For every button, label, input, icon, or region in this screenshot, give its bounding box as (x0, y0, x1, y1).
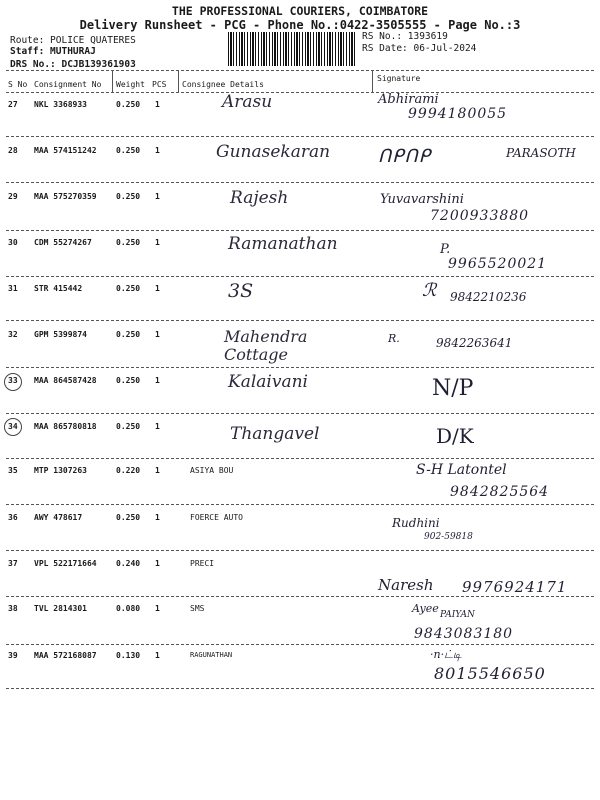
col-divider (372, 70, 373, 92)
signature-name: PAIYAN (440, 610, 475, 620)
row-sno: 31 (8, 284, 18, 293)
col-divider (112, 70, 113, 92)
row-weight: 0.250 (116, 100, 141, 109)
row-pcs: 1 (155, 604, 160, 613)
signature-phone: 9965520021 (448, 256, 548, 272)
row-sno: 35 (8, 466, 18, 475)
column-header-weight: Weight (116, 80, 145, 89)
column-header-pcs: PCS (152, 80, 167, 89)
company-title: THE PROFESSIONAL COURIERS, COIMBATORE (171, 4, 429, 18)
row-pcs: 1 (155, 651, 160, 660)
row-divider (6, 276, 594, 277)
drs-number: DRS No.: DCJB139361903 (10, 59, 136, 70)
signature-name: D/K (436, 424, 474, 448)
signature-scribble: Ayee (412, 602, 439, 615)
signature-phone: 9842825564 (450, 484, 550, 500)
row-pcs: 1 (155, 466, 160, 475)
column-header-consignment: Consignment No (34, 80, 102, 89)
row-pcs: 1 (155, 284, 160, 293)
row-sno: 33 (8, 376, 18, 385)
column-header-consignee: Consignee Details (182, 80, 264, 89)
signature-name: Yuvavarshini (380, 192, 464, 207)
header-bottom-divider (6, 92, 594, 93)
row-divider (6, 688, 594, 689)
row-pcs: 1 (155, 422, 160, 431)
row-divider (6, 504, 594, 505)
row-consignment: VPL 522171664 (34, 559, 97, 568)
row-consignment: GPM 5399874 (34, 330, 87, 339)
row-pcs: 1 (155, 513, 160, 522)
row-weight: 0.250 (116, 330, 141, 339)
row-sno: 30 (8, 238, 18, 247)
row-sno: 34 (8, 422, 18, 431)
signature-phone: 9843083180 (414, 626, 514, 642)
staff-label: Staff: MUTHURAJ (10, 46, 96, 57)
row-sno: 37 (8, 559, 18, 568)
row-consignment: MAA 865780818 (34, 422, 97, 431)
row-divider (6, 136, 594, 137)
signature-name: Abhirami (378, 92, 439, 107)
signature-scribble: ℛ (422, 280, 437, 301)
signature-phone: 7200933880 (430, 208, 530, 224)
row-pcs: 1 (155, 146, 160, 155)
row-weight: 0.240 (116, 559, 141, 568)
row-weight: 0.250 (116, 513, 141, 522)
row-pcs: 1 (155, 376, 160, 385)
runsheet-title: Delivery Runsheet - PCG - Phone No.:0422-3505555 - Page No.:3 (79, 18, 521, 32)
signature-name: Naresh (378, 576, 434, 594)
row-divider (6, 550, 594, 551)
row-consignment: MAA 574151242 (34, 146, 97, 155)
row-divider (6, 320, 594, 321)
handwritten-consignee: 3S (228, 280, 254, 302)
row-divider (6, 596, 594, 597)
row-weight: 0.250 (116, 284, 141, 293)
row-consignment: NKL 3368933 (34, 100, 87, 109)
row-sno: 28 (8, 146, 18, 155)
signature-phone: 9976924171 (462, 578, 568, 596)
row-sno: 36 (8, 513, 18, 522)
signature-name: PARASOTH (506, 146, 576, 160)
row-divider (6, 413, 594, 414)
row-weight: 0.250 (116, 422, 141, 431)
signature-name: R. (388, 332, 400, 345)
row-pcs: 1 (155, 238, 160, 247)
row-sno: 39 (8, 651, 18, 660)
row-sno: 38 (8, 604, 18, 613)
signature-name: N/P (432, 376, 474, 401)
signature-scribble: ·n·ட்டி (430, 648, 462, 661)
row-divider (6, 458, 594, 459)
signature-name: P. (440, 242, 451, 257)
signature-scribble: ᑎᑭᑎᑭ (378, 146, 431, 167)
handwritten-consignee: Arasu (222, 92, 273, 112)
row-consignment: AWY 478617 (34, 513, 83, 522)
consignee-name: PRECI (190, 559, 215, 568)
handwritten-consignee: Mahendra Cottage (224, 327, 308, 364)
row-weight: 0.220 (116, 466, 141, 475)
row-weight: 0.250 (116, 146, 141, 155)
column-header-sno: S No (8, 80, 28, 89)
rs-number: RS No.: 1393619 (362, 31, 448, 42)
row-consignment: TVL 2814301 (34, 604, 87, 613)
row-consignment: MTP 1307263 (34, 466, 87, 475)
signature-phone: 9842210236 (450, 290, 527, 304)
row-consignment: MAA 575270359 (34, 192, 97, 201)
row-weight: 0.250 (116, 238, 141, 247)
row-pcs: 1 (155, 559, 160, 568)
handwritten-consignee: Kalaivani (228, 372, 308, 392)
consignee-name: ASIYA BOU (190, 466, 234, 475)
row-consignment: CDM 55274267 (34, 238, 92, 247)
row-consignment: MAA 864587428 (34, 376, 97, 385)
handwritten-consignee: Ramanathan (228, 234, 338, 254)
signature-phone: 8015546650 (434, 664, 546, 683)
row-sno: 27 (8, 100, 18, 109)
row-weight: 0.250 (116, 192, 141, 201)
signature-scribble: S-H Latontel (416, 462, 507, 478)
row-pcs: 1 (155, 100, 160, 109)
row-sno: 29 (8, 192, 18, 201)
signature-scribble: Rudhini (392, 516, 440, 530)
row-divider (6, 182, 594, 183)
signature-scribble: 902-59818 (424, 532, 473, 542)
row-consignment: MAA 572168087 (34, 651, 97, 660)
col-divider (178, 70, 179, 92)
header-top-divider (6, 70, 594, 71)
route-label: Route: POLICE QUATERES (10, 35, 136, 46)
column-header-signature: Signature (377, 74, 421, 83)
signature-phone: 9994180055 (408, 106, 508, 122)
consignee-name: FOERCE AUTO (190, 513, 243, 522)
row-pcs: 1 (155, 330, 160, 339)
row-weight: 0.080 (116, 604, 141, 613)
row-divider (6, 644, 594, 645)
consignee-name: SMS (190, 604, 205, 613)
consignee-name: RAGUNATHAN (190, 651, 233, 659)
barcode-image (228, 32, 356, 66)
row-divider (6, 230, 594, 231)
row-consignment: STR 415442 (34, 284, 83, 293)
signature-phone: 9842263641 (436, 336, 513, 350)
row-weight: 0.130 (116, 651, 141, 660)
row-weight: 0.250 (116, 376, 141, 385)
row-divider (6, 367, 594, 368)
handwritten-consignee: Gunasekaran (216, 142, 331, 162)
handwritten-consignee: Thangavel (230, 424, 320, 444)
rs-date: RS Date: 06-Jul-2024 (362, 43, 477, 54)
handwritten-consignee: Rajesh (230, 188, 289, 208)
row-pcs: 1 (155, 192, 160, 201)
row-sno: 32 (8, 330, 18, 339)
